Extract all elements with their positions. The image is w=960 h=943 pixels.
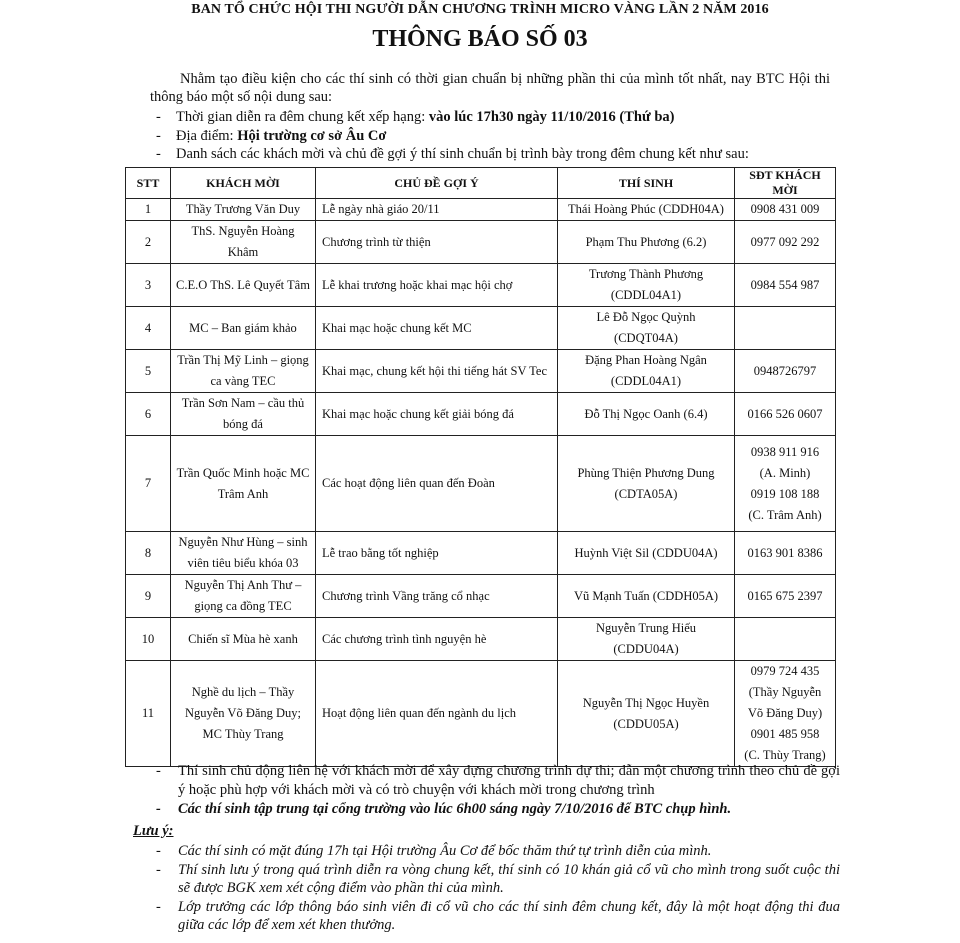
cell-stt: 5 xyxy=(126,350,171,393)
note-item: - Thí sinh lưu ý trong quá trình diễn ra vòng chung kết, thí sinh có 10 khán giả cổ vũ cho mình trong suốt cuộc thi sẽ được BGK xem xét cộng điểm vào phần thi của mình. xyxy=(150,861,840,898)
instruction-item: - Thí sinh chủ động liên hệ với khách mời để xây dựng chương trình dự thi; dẫn một chương trình theo chủ đề gợi ý hoặc phù hợp với khách mời và có trò chuyện với khách mời trong chương trình xyxy=(150,762,840,800)
cell-topic: Hoạt động liên quan đến ngành du lịch xyxy=(316,661,558,767)
cell-phone xyxy=(735,264,836,307)
cell-phone xyxy=(735,307,836,350)
event-time-item xyxy=(150,108,840,127)
cell-contestant xyxy=(558,532,735,575)
cell-contestant-line: Huỳnh Việt Sil (CDDU04A) xyxy=(574,545,718,560)
table-row xyxy=(126,436,836,532)
cell-guest-line: bóng đá xyxy=(223,417,263,431)
cell-contestant-line: Phạm Thu Phương (6.2) xyxy=(585,234,707,249)
cell-topic: Lễ ngày nhà giáo 20/11 xyxy=(316,199,558,221)
cell-guest-line: viên tiêu biểu khóa 03 xyxy=(187,556,299,570)
header-topic: CHỦ ĐỀ GỢI Ý xyxy=(316,168,558,199)
cell-guest-line: Nguyễn Võ Đăng Duy; xyxy=(184,706,302,720)
cell-contestant-line: Phùng Thiện Phương Dung xyxy=(577,465,715,480)
cell-contestant-line: (CDQT04A) xyxy=(614,331,678,345)
cell-phone-line: (C. Thùy Trang) xyxy=(744,748,826,762)
cell-phone-line: 0901 485 958 xyxy=(750,727,820,741)
cell-guest-line: Trần Thị Mỹ Linh – giọng xyxy=(177,353,309,367)
note-item: - Lớp trưởng các lớp thông báo sinh viên đi cổ vũ cho các thí sinh đêm chung kết, đây là một hoạt động thi đua giữa các lớp để xem xét khen thưởng. xyxy=(150,898,840,935)
cell-guest xyxy=(171,221,316,264)
cell-topic: Khai mạc hoặc chung kết MC xyxy=(316,307,558,350)
cell-topic: Chương trình từ thiện xyxy=(316,221,558,264)
table-row xyxy=(126,393,836,436)
cell-guest-line: C.E.O ThS. Lê Quyết Tâm xyxy=(176,277,310,292)
cell-stt: 10 xyxy=(126,618,171,661)
guest-list-intro: - Danh sách các khách mời và chủ đề gợi ý thí sinh chuẩn bị trình bày trong đêm chung kết như sau: xyxy=(150,145,840,164)
cell-contestant-line: (CDDL04A1) xyxy=(610,374,682,388)
cell-stt: 2 xyxy=(126,221,171,264)
cell-guest-line: giọng ca đồng TEC xyxy=(194,599,292,613)
cell-guest-line: Trâm Anh xyxy=(217,486,269,501)
cell-contestant xyxy=(558,661,735,767)
event-place-item xyxy=(150,127,840,146)
cell-contestant-line: (CDDL04A1) xyxy=(610,288,682,302)
table-row xyxy=(126,307,836,350)
cell-topic: Lễ khai trương hoặc khai mạc hội chợ xyxy=(316,264,558,307)
cell-guest-line: Chiến sĩ Mùa hè xanh xyxy=(188,631,298,646)
cell-phone xyxy=(735,618,836,661)
cell-phone-line: 0984 554 987 xyxy=(750,277,820,292)
instruction-item-photo: - Các thí sinh tập trung tại cổng trường vào lúc 6h00 sáng ngày 7/10/2016 để BTC chụp hình. xyxy=(150,800,840,819)
cell-topic: Các chương trình tình nguyện hè xyxy=(316,618,558,661)
cell-guest-line: MC Thùy Trang xyxy=(202,727,284,741)
guest-table xyxy=(125,167,836,767)
cell-stt: 7 xyxy=(126,436,171,532)
cell-phone-line: 0948726797 xyxy=(753,363,817,378)
cell-guest xyxy=(171,661,316,767)
cell-phone-line: 0938 911 916 xyxy=(750,444,820,459)
cell-phone-line: 0165 675 2397 xyxy=(747,588,823,603)
cell-topic: Chương trình Vầng trăng cổ nhạc xyxy=(316,575,558,618)
cell-phone xyxy=(735,350,836,393)
cell-guest-line: Nghề du lịch – Thầy xyxy=(191,685,295,699)
cell-stt: 1 xyxy=(126,199,171,221)
cell-contestant-line: Trương Thành Phương xyxy=(588,267,704,281)
cell-phone xyxy=(735,661,836,767)
cell-contestant-line: (CDDU05A) xyxy=(613,716,679,731)
cell-phone-line: 0919 108 188 xyxy=(750,486,820,501)
header-phone: SĐT KHÁCH MỜI xyxy=(735,168,836,199)
event-time-value: vào lúc 17h30 ngày 11/10/2016 (Thứ ba) xyxy=(428,109,675,125)
table-row xyxy=(126,532,836,575)
notes-list xyxy=(150,842,840,935)
cell-phone-line: 0166 526 0607 xyxy=(747,406,823,421)
cell-topic: Khai mạc hoặc chung kết giải bóng đá xyxy=(316,393,558,436)
cell-contestant xyxy=(558,350,735,393)
cell-guest-line: Trần Sơn Nam – cầu thủ xyxy=(181,396,305,410)
cell-guest-line: Thầy Trương Văn Duy xyxy=(185,202,301,216)
event-place-value: Hội trường cơ sở Âu Cơ xyxy=(237,127,387,144)
cell-contestant-line: Thái Hoàng Phúc (CDDH04A) xyxy=(568,202,724,216)
cell-guest xyxy=(171,350,316,393)
cell-contestant-line: (CDTA05A) xyxy=(614,486,678,501)
cell-phone-line: (Thầy Nguyễn xyxy=(748,685,822,699)
cell-contestant-line: Đặng Phan Hoàng Ngân xyxy=(585,353,707,367)
cell-stt: 8 xyxy=(126,532,171,575)
header-guest: KHÁCH MỜI xyxy=(171,168,316,199)
organizer-title: BAN TỔ CHỨC HỘI THI NGƯỜI DẪN CHƯƠNG TRÌNH MICRO VÀNG LẦN 2 NĂM 2016 xyxy=(191,2,769,17)
header-contestant: THÍ SINH xyxy=(558,168,735,199)
header-stt: STT xyxy=(126,168,171,199)
cell-contestant xyxy=(558,264,735,307)
cell-guest xyxy=(171,199,316,221)
cell-stt: 4 xyxy=(126,307,171,350)
note-label: Lưu ý: xyxy=(133,823,174,839)
cell-guest xyxy=(171,575,316,618)
cell-contestant xyxy=(558,221,735,264)
cell-phone xyxy=(735,532,836,575)
cell-phone-line: Võ Đăng Duy) xyxy=(747,706,823,720)
cell-contestant xyxy=(558,575,735,618)
table-row xyxy=(126,199,836,221)
cell-contestant xyxy=(558,618,735,661)
cell-contestant-line: Đỗ Thị Ngọc Oanh (6.4) xyxy=(584,406,708,421)
cell-stt: 9 xyxy=(126,575,171,618)
event-time-label: Thời gian diễn ra đêm chung kết xếp hạng: xyxy=(176,109,429,125)
table-header-row xyxy=(126,168,836,199)
cell-topic: Khai mạc, chung kết hội thi tiếng hát SV Tec xyxy=(316,350,558,393)
cell-guest-line: Nguyễn Như Hùng – sinh xyxy=(178,535,308,549)
cell-guest-line: MC – Ban giám khảo xyxy=(189,320,297,335)
cell-guest xyxy=(171,393,316,436)
table-row xyxy=(126,264,836,307)
table-row xyxy=(126,618,836,661)
table-row xyxy=(126,221,836,264)
cell-phone xyxy=(735,575,836,618)
cell-stt: 6 xyxy=(126,393,171,436)
cell-topic: Các hoạt động liên quan đến Đoàn xyxy=(316,436,558,532)
cell-topic: Lễ trao bằng tốt nghiệp xyxy=(316,532,558,575)
cell-guest-line: Trần Quốc Minh hoặc MC xyxy=(176,465,310,480)
cell-phone-line: 0163 901 8386 xyxy=(747,545,823,560)
cell-phone xyxy=(735,436,836,532)
cell-phone xyxy=(735,393,836,436)
cell-guest xyxy=(171,618,316,661)
document-title: THÔNG BÁO SỐ 03 xyxy=(372,26,588,52)
table-row xyxy=(126,350,836,393)
table-row xyxy=(126,661,836,767)
intro-paragraph: Nhằm tạo điều kiện cho các thí sinh có thời gian chuẩn bị những phần thi của mình tốt nhất, nay BTC Hội thi thông báo một số nội dung sau: xyxy=(150,71,830,105)
event-place-label: Địa điểm: xyxy=(176,127,238,144)
cell-stt: 11 xyxy=(126,661,171,767)
cell-contestant xyxy=(558,393,735,436)
cell-guest-line: ThS. Nguyễn Hoàng Khâm xyxy=(191,224,295,259)
cell-contestant-line: Vũ Mạnh Tuấn (CDDH05A) xyxy=(573,588,719,603)
cell-contestant-line: Nguyễn Thị Ngọc Huyền xyxy=(582,695,710,710)
cell-phone xyxy=(735,199,836,221)
cell-contestant-line: (CDDU04A) xyxy=(613,642,679,656)
cell-contestant-line: Nguyễn Trung Hiếu xyxy=(595,621,696,635)
cell-guest xyxy=(171,307,316,350)
cell-phone-line: 0908 431 009 xyxy=(750,202,820,216)
cell-contestant xyxy=(558,436,735,532)
cell-guest xyxy=(171,436,316,532)
table-row xyxy=(126,575,836,618)
cell-phone xyxy=(735,221,836,264)
note-item: - Các thí sinh có mặt đúng 17h tại Hội trường Âu Cơ để bốc thăm thứ tự trình diễn của mình. xyxy=(150,842,840,861)
cell-guest xyxy=(171,264,316,307)
cell-stt: 3 xyxy=(126,264,171,307)
cell-guest-line: ca vàng TEC xyxy=(210,374,276,388)
cell-contestant xyxy=(558,307,735,350)
event-info-list xyxy=(150,108,840,164)
cell-phone-line: (A. Minh) xyxy=(759,465,811,480)
cell-phone-line: (C. Trâm Anh) xyxy=(748,507,822,522)
cell-contestant xyxy=(558,199,735,221)
instructions-list xyxy=(150,762,840,819)
cell-phone-line: 0977 092 292 xyxy=(750,234,820,249)
cell-guest xyxy=(171,532,316,575)
cell-contestant-line: Lê Đỗ Ngọc Quỳnh xyxy=(596,310,696,324)
cell-guest-line: Nguyễn Thị Anh Thư – xyxy=(184,578,302,592)
cell-phone-line: 0979 724 435 xyxy=(750,664,820,678)
